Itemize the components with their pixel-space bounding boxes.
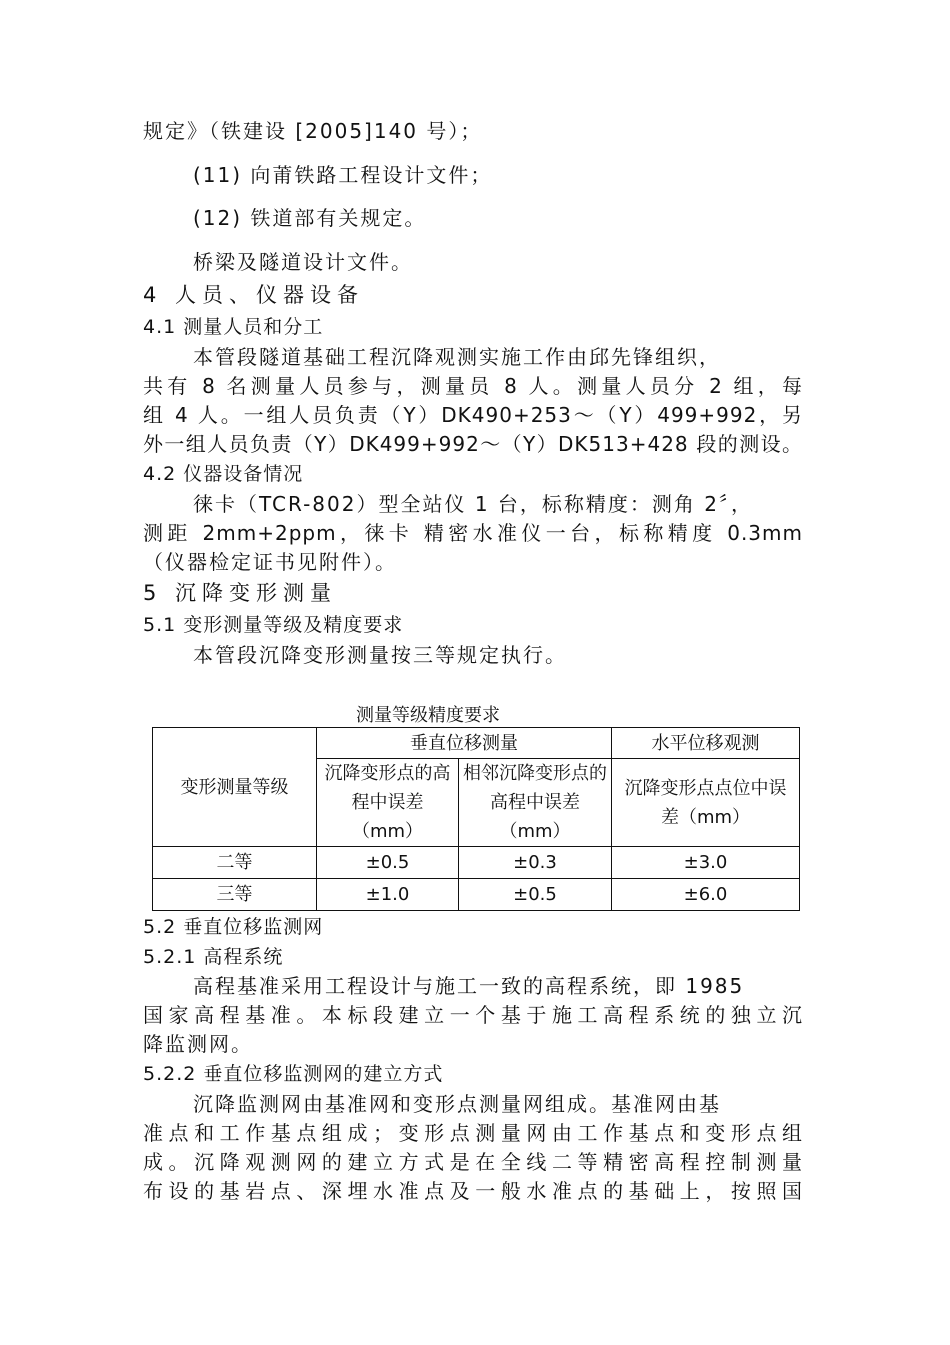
table-caption: 测量等级精度要求	[356, 705, 500, 726]
paragraph-line: 共有 8 名测量人员参与，测量员 8 人。测量人员分 2 组，每	[143, 374, 803, 398]
header-v2: 相邻沉降变形点的高程中误差（mm）	[459, 759, 612, 847]
paragraph-line: 国家高程基准。本标段建立一个基于施工高程系统的独立沉	[143, 1003, 803, 1027]
paragraph-line: 本管段沉降变形测量按三等规定执行。	[193, 643, 567, 667]
paragraph-line: 测距 2mm+2ppm，徕卡 精密水准仪一台，标称精度 0.3mm	[143, 521, 803, 545]
subsection-heading-5-2-1: 5.2.1 高程系统	[143, 946, 284, 968]
subsection-heading-5-2: 5.2 垂直位移监测网	[143, 916, 324, 938]
table-row	[153, 847, 800, 879]
text-line: (11) 向莆铁路工程设计文件；	[193, 163, 493, 187]
cell-h1: ±6.0	[612, 879, 800, 911]
header-v1: 沉降变形点的高程中误差（mm）	[317, 759, 459, 847]
section-heading-5: 5 沉降变形测量	[143, 581, 338, 605]
paragraph-line: 本管段隧道基础工程沉降观测实施工作由邱先锋组织，	[193, 345, 721, 369]
paragraph-line: （仪器检定证书见附件）。	[143, 550, 397, 574]
cell-level: 三等	[153, 879, 317, 911]
paragraph-line: 高程基准采用工程设计与施工一致的高程系统，即 1985	[193, 974, 745, 998]
table-row	[153, 879, 800, 911]
cell-v1: ±0.5	[317, 847, 459, 879]
paragraph-line: 降监测网。	[143, 1032, 253, 1056]
paragraph-line: 组 4 人。一组人员负责（Y）DK490+253～（Y）499+992，另	[143, 403, 803, 427]
subsection-heading-4-2: 4.2 仪器设备情况	[143, 463, 304, 485]
subsection-heading-5-1: 5.1 变形测量等级及精度要求	[143, 614, 404, 636]
header-h1: 沉降变形点点位中误差（mm）	[612, 759, 800, 847]
section-heading-4: 4 人员、仪器设备	[143, 283, 365, 307]
paragraph-line: 布设的基岩点、深埋水准点及一般水准点的基础上，按照国	[143, 1179, 803, 1203]
cell-level: 二等	[153, 847, 317, 879]
paragraph-line: 外一组人员负责（Y）DK499+992～（Y）DK513+428 段的测设。	[143, 432, 803, 456]
paragraph-line: 准点和工作基点组成；变形点测量网由工作基点和变形点组	[143, 1121, 803, 1145]
header-vertical: 垂直位移测量	[317, 728, 612, 759]
cell-v1: ±1.0	[317, 879, 459, 911]
subsection-heading-4-1: 4.1 测量人员和分工	[143, 316, 324, 338]
text-line: 规定》（铁建设 [2005]140 号）；	[143, 119, 483, 143]
precision-table	[152, 727, 800, 911]
text-line: 桥梁及隧道设计文件。	[193, 250, 413, 274]
paragraph-line: 沉降监测网由基准网和变形点测量网组成。基准网由基	[193, 1092, 721, 1116]
paragraph-line: 徕卡（TCR-802）型全站仪 1 台，标称精度：测角 2〞，	[193, 492, 754, 516]
subsection-heading-5-2-2: 5.2.2 垂直位移监测网的建立方式	[143, 1063, 444, 1085]
cell-v2: ±0.5	[459, 879, 612, 911]
header-level: 变形测量等级	[153, 728, 317, 847]
paragraph-line: 成。沉降观测网的建立方式是在全线二等精密高程控制测量	[143, 1150, 803, 1174]
header-horizontal: 水平位移观测	[612, 728, 800, 759]
cell-v2: ±0.3	[459, 847, 612, 879]
text-line: (12) 铁道部有关规定。	[193, 206, 427, 230]
cell-h1: ±3.0	[612, 847, 800, 879]
